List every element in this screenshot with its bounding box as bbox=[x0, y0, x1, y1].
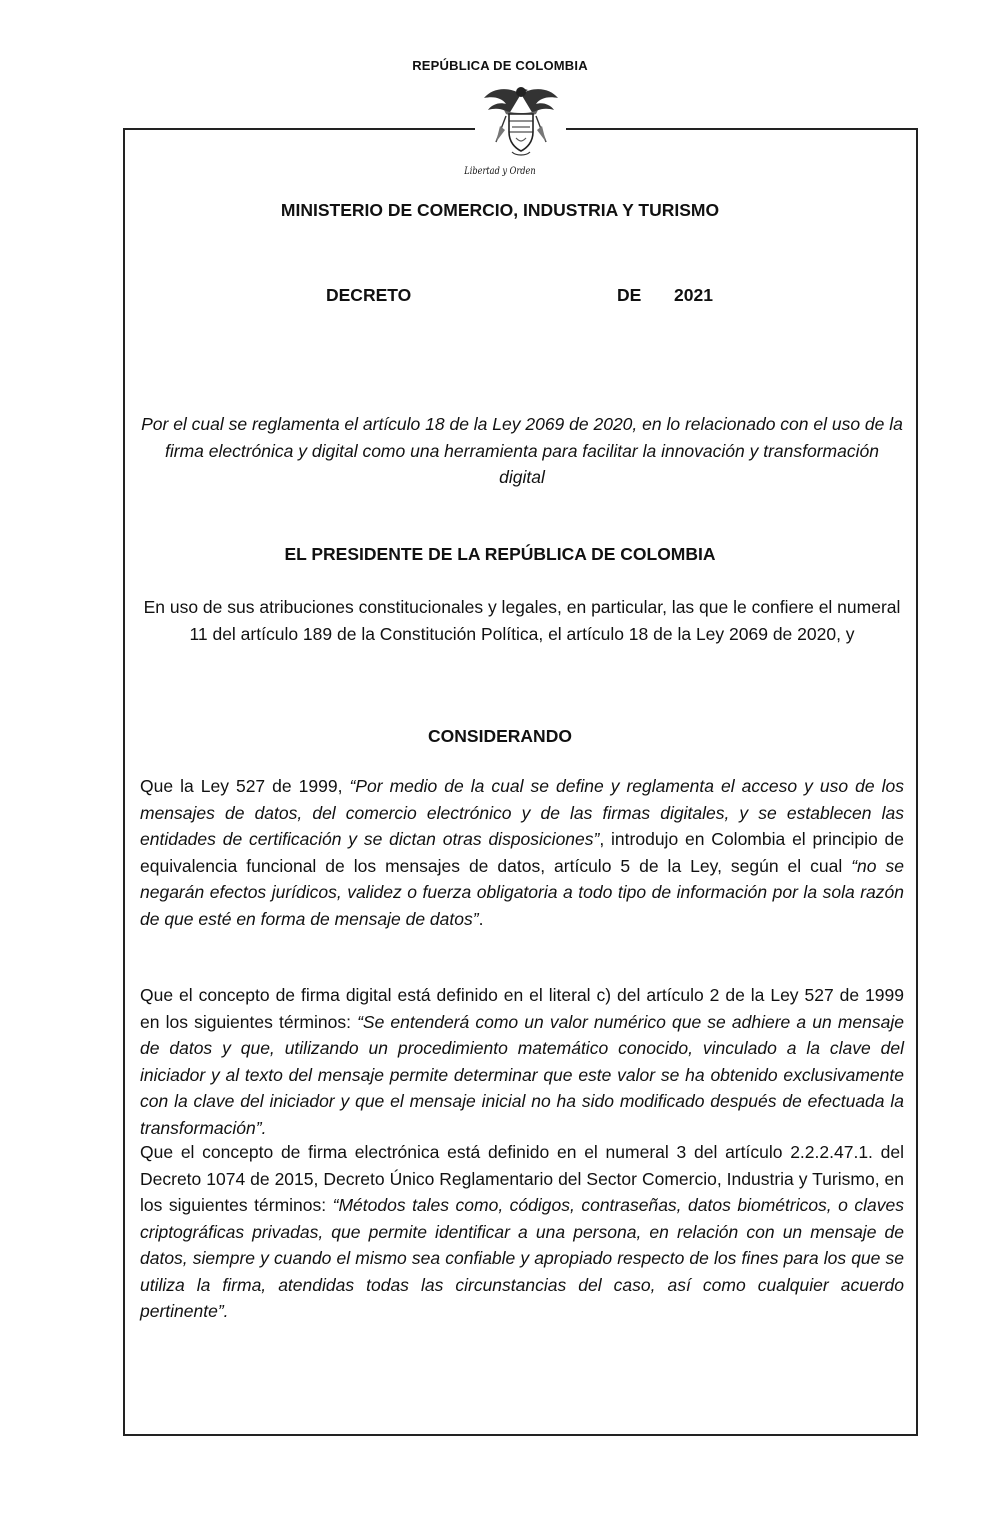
colombia-coat-of-arms-icon bbox=[476, 80, 566, 166]
paragraph-text: , introdujo en Colombia el principio de equivalencia funcional de los mensajes de datos, artículo 5 de la Ley, según el cual bbox=[140, 829, 905, 876]
ministry-title: MINISTERIO DE COMERCIO, INDUSTRIA Y TURISMO bbox=[280, 200, 720, 220]
decree-label: DECRETO bbox=[326, 285, 412, 305]
considering-paragraph-3 bbox=[140, 1139, 904, 1325]
paragraph-text: Que el concepto de firma digital está definido en el literal c) del artículo 2 de la Ley 527 de 1999 en los siguientes términos: bbox=[140, 985, 904, 1032]
decree-de-label: DE bbox=[617, 285, 642, 305]
frame-top-left-line bbox=[123, 128, 475, 130]
paragraph-quote: “Por medio de la cual se define y reglamenta el acceso y uso de los mensajes de datos, del comercio electrónico y de las firmas digitales, y se establecen las entidades de certificación y se dictan otras disposiciones” bbox=[140, 776, 904, 849]
considering-paragraph-1 bbox=[140, 773, 904, 932]
decree-subject: Por el cual se reglamenta el artículo 18 de la Ley 2069 de 2020, en lo relacionado con el uso de la firma electrónica y digital como una herramienta para facilitar la innovación y transformación digital bbox=[141, 414, 903, 487]
paragraph-text: . bbox=[478, 908, 484, 929]
frame-top-right-line bbox=[566, 128, 917, 130]
paragraph-text: Que la Ley 527 de 1999, bbox=[140, 776, 350, 796]
powers-paragraph: En uso de sus atribuciones constitucionales y legales, en particular, las que le confiere el numeral 11 del artículo 189 de la Constitución Política, el artículo 18 de la Ley 2069 de 2020, y bbox=[143, 597, 901, 644]
country-header: REPÚBLICA DE COLOMBIA bbox=[412, 58, 588, 73]
paragraph-quote: “no se negarán efectos jurídicos, validez o fuerza obligatoria a todo tipo de información por la sola razón de que esté en forma de mensaje de datos” bbox=[140, 855, 904, 929]
considering-paragraph-2 bbox=[140, 982, 904, 1141]
decree-year: 2021 bbox=[674, 285, 713, 305]
paragraph-quote: “Se entenderá como un valor numérico que se adhiere a un mensaje de datos y que, utilizando un procedimiento matemático conocido, vinculado a la clave del iniciador y al texto del mensaje permite determinar que este valor se ha obtenido exclusivamente con la clave del iniciador y que el mensaje inicial no ha sido modificado después de efectuada la transformación”. bbox=[140, 1011, 904, 1138]
president-heading: EL PRESIDENTE DE LA REPÚBLICA DE COLOMBIA bbox=[284, 544, 716, 564]
paragraph-text: Que el concepto de firma electrónica está definido en el numeral 3 del artículo 2.2.2.47.1. del Decreto 1074 de 2015, Decreto Único Reglamentario del Sector Comercio, Industria y Turismo, en los siguientes términos: bbox=[140, 1142, 904, 1215]
crest-motto: Libertad y Orden bbox=[464, 166, 536, 177]
paragraph-quote: “Métodos tales como, códigos, contraseñas, datos biométricos, o claves criptográficas privadas, que permite identificar a una persona, en relación con un mensaje de datos, siempre y cuando el mismo sea confiable y apropiado respecto de los fines para los que se utiliza la firma, atendidas todas las circunstancias del caso, así como cualquier acuerdo pertinente”. bbox=[140, 1195, 904, 1321]
considering-heading: CONSIDERANDO bbox=[428, 726, 572, 746]
